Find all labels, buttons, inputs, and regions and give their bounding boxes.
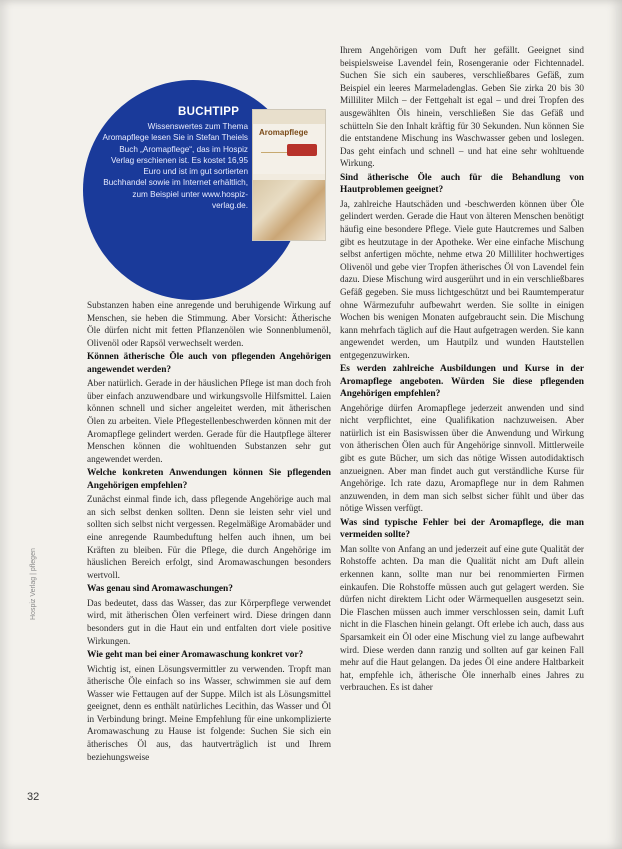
question-heading: Welche konkreten Anwendungen können Sie pflegenden Angehörigen empfehlen? xyxy=(87,468,331,491)
book-red-badge xyxy=(287,144,317,156)
question-heading: Was genau sind Aromawaschungen? xyxy=(87,584,233,595)
question-heading: Wie geht man bei einer Aromawaschung konkret vor? xyxy=(87,650,304,661)
question-heading: Was sind typische Fehler bei der Aromapflege, die man vermeiden sollte? xyxy=(340,518,584,541)
body-paragraph: Man sollte von Anfang an und jederzeit auf eine gute Qualität der Rohstoffe achten. Da man die Qualität nicht am Duft allein erkennen kann, sollte man nur bei renommierten Firmen einkaufen. Die Rohstoffe müssen auch gut gelagert werden. Sie dürfen nicht direktem Licht oder Wärmequellen ausgesetzt sein. Die Flaschen müssen auch immer verschlossen sein, damit Luft nicht in die Flaschen hinein gelangt. Oft erlebe ich auch, dass aus Sparsamkeit ein Öl oder eine Mischung viel zu lange aufbewahrt wird. Diese werden dann ranzig und sollten auf gar keinen Fall mehr auf die Haut gelangen. Da jedes Öl eine andere Haltbarkeit hat, empfehle ich, ätherische Öle innerhalb eines Jahres zu verbrauchen. Es ist daher xyxy=(340,543,584,693)
page-number: 32 xyxy=(27,791,40,803)
book-cover-image xyxy=(252,109,326,241)
question-heading: Sind ätherische Öle auch für die Behandlung von Hautproblemen geeignet? xyxy=(340,172,584,196)
buchtipp-title: BUCHTIPP xyxy=(178,106,240,118)
left-column xyxy=(87,299,331,764)
body-paragraph: Aber natürlich. Gerade in der häuslichen Pflege ist man doch froh über einfach anzuwendbare und wirkungsvolle Hilfsmittel. Laien können schnell und sicher angeleitet werden, mit ätherischen Ölen zu arbeiten. Viele Pflegestellenbeschwerden können mit der Aromapflege gelindert werden. Gerade für die Hautpflege älterer Menschen können die wohltuenden Substanzen sehr gut angewendet werden. xyxy=(87,378,331,464)
right-column xyxy=(340,44,584,695)
margin-text: Hospiz Verlag | pflegen xyxy=(30,548,37,620)
body-paragraph: Substanzen haben eine anregende und beruhigende Wirkung auf Menschen, sie heben die Stimmung. Aber Vorsicht: Ätherische Öle dürfen nicht mit fetten Pflanzenölen wie Sonnenblumenöl, Olivenöl oder Rapsöl verwechselt werden. xyxy=(87,300,331,348)
book-title-label: Aromapflege xyxy=(259,128,308,137)
body-paragraph: Zunächst einmal finde ich, dass pflegende Angehörige auch mal an sich selbst denken sollten. Denn sie leisten sehr viel und sollten sich selbst nicht vergessen. Regelmäßige Aromabäder und eine anregende Raumbeduftung helfen auch ihnen, um bei Kräften zu bleiben. Für die Pflege, die durch Angehörige im häuslichen Bereich erfolgt, sind Aromawaschungen besonders wertvoll. xyxy=(87,494,331,580)
body-paragraph: Ihrem Angehörigen vom Duft her gefällt. Geeignet sind beispielsweise Lavendel fein, Rosengeranie oder Fichtennadel. Suchen Sie sich ein sauberes, verschließbares Gefäß, zum Beispiel ein leeres Marmeladenglas. Geben Sie zirka 20 bis 30 Milliliter Milch – der Fettgehalt ist egal – und drei Tropfen des ausgewählten Öls hinein, verschließen Sie das Gefäß und schütteln Sie den Inhalt kräftig für 30 Sekunden. Nun können Sie die entstandene Mischung ins Waschwasser geben und loslegen. Das geht einfach und schnell – und hat eine sehr wohltuende Wirkung. xyxy=(340,45,584,169)
body-paragraph: Wichtig ist, einen Lösungsvermittler zu verwenden. Tropft man ätherische Öle einfach so ins Wasser, schwimmen sie auf dem Wasser wie Fettaugen auf der Suppe. Milch ist als Lösungsmittel geeignet, denn es enthält natürliches Lecithin, das Wasser und Öl in Verbindung bringt. Meine Empfehlung für eine unkomplizierte Aromawaschung zu Hause ist folgende: Suchen Sie sich ein ätherisches Öl aus, das hautverträglich ist und Ihrem beziehungsweise xyxy=(87,663,331,762)
question-heading: Es werden zahlreiche Ausbildungen und Kurse in der Aromapflege angeboten. Würden Sie diese pflegenden Angehörigen empfehlen? xyxy=(340,364,584,400)
book-photo xyxy=(253,180,325,240)
book-top-band xyxy=(253,110,325,124)
body-paragraph: Ja, zahlreiche Hautschäden und -beschwerden können über Öle gelindert werden. Gerade die Haut von älteren Menschen benötigt häufig eine besondere Pflege. Viele gute Hautcremes und Salben gibt es heutzutage in der Apotheke. Wer eine einfache Mischung selbst anfertigen möchte, nehme etwa 20 Milliliter hochwertiges Olivenöl und gebe vier Tropfen ätherisches Öl von Lavendel fein dazu. Diese Mischung wird ausgerührt und in ein verschließbares Gefäß gegeben. Sie muss lichtgeschützt und bei Raumtemperatur ohne Wärmezufuhr aufbewahrt werden. Sie sollte in einigen Wochen bis wenigen Monaten aufgebraucht sein. Die Mischung kann mehrfach täglich auf die Haut aufgetragen werden. Sie kann angewendet werden, um Hautpilz und wunden Hautstellen entgegenzuwirken. xyxy=(340,198,584,360)
body-paragraph: Angehörige dürfen Aromapflege jederzeit anwenden und sind nicht verpflichtet, eine Qualifikation nachzuweisen. Aber natürlich ist ein Basiswissen über die Anwendung und Wirkung von ätherischen Ölen auch für Angehörige sinnvoll. Mittlerweile gibt es gute Bücher, um sich das nötige Wissen autodidaktisch anzueignen. Aber man findet auch gut verständliche Kurse für Angehörige. Ich rate dazu, Aromapflege nur in dem Rahmen anzuwenden, in dem man sich selbst sicher fühlt und über das nötige Wissen verfügt. xyxy=(340,402,584,514)
body-paragraph: Das bedeutet, dass das Wasser, das zur Körperpflege verwendet wird, mit ätherischen Ölen verfeinert wird. Diese dringen dann besonders gut in die Haut ein und entfalten dort viele positive Wirkungen. xyxy=(87,597,331,646)
question-heading: Können ätherische Öle auch von pflegenden Angehörigen angewendet werden? xyxy=(87,352,331,375)
buchtipp-text: Wissenswertes zum Thema Aromapflege lesen Sie in Stefan Theiels Buch „Aromapflege“, das im Hospiz Verlag erschienen ist. Es kostet 16,95 Euro und ist im gut sortierten Buchhandel sowie im Internet erhältlich, zum Beispiel unter www.hospiz-verlag.de. xyxy=(102,122,248,211)
